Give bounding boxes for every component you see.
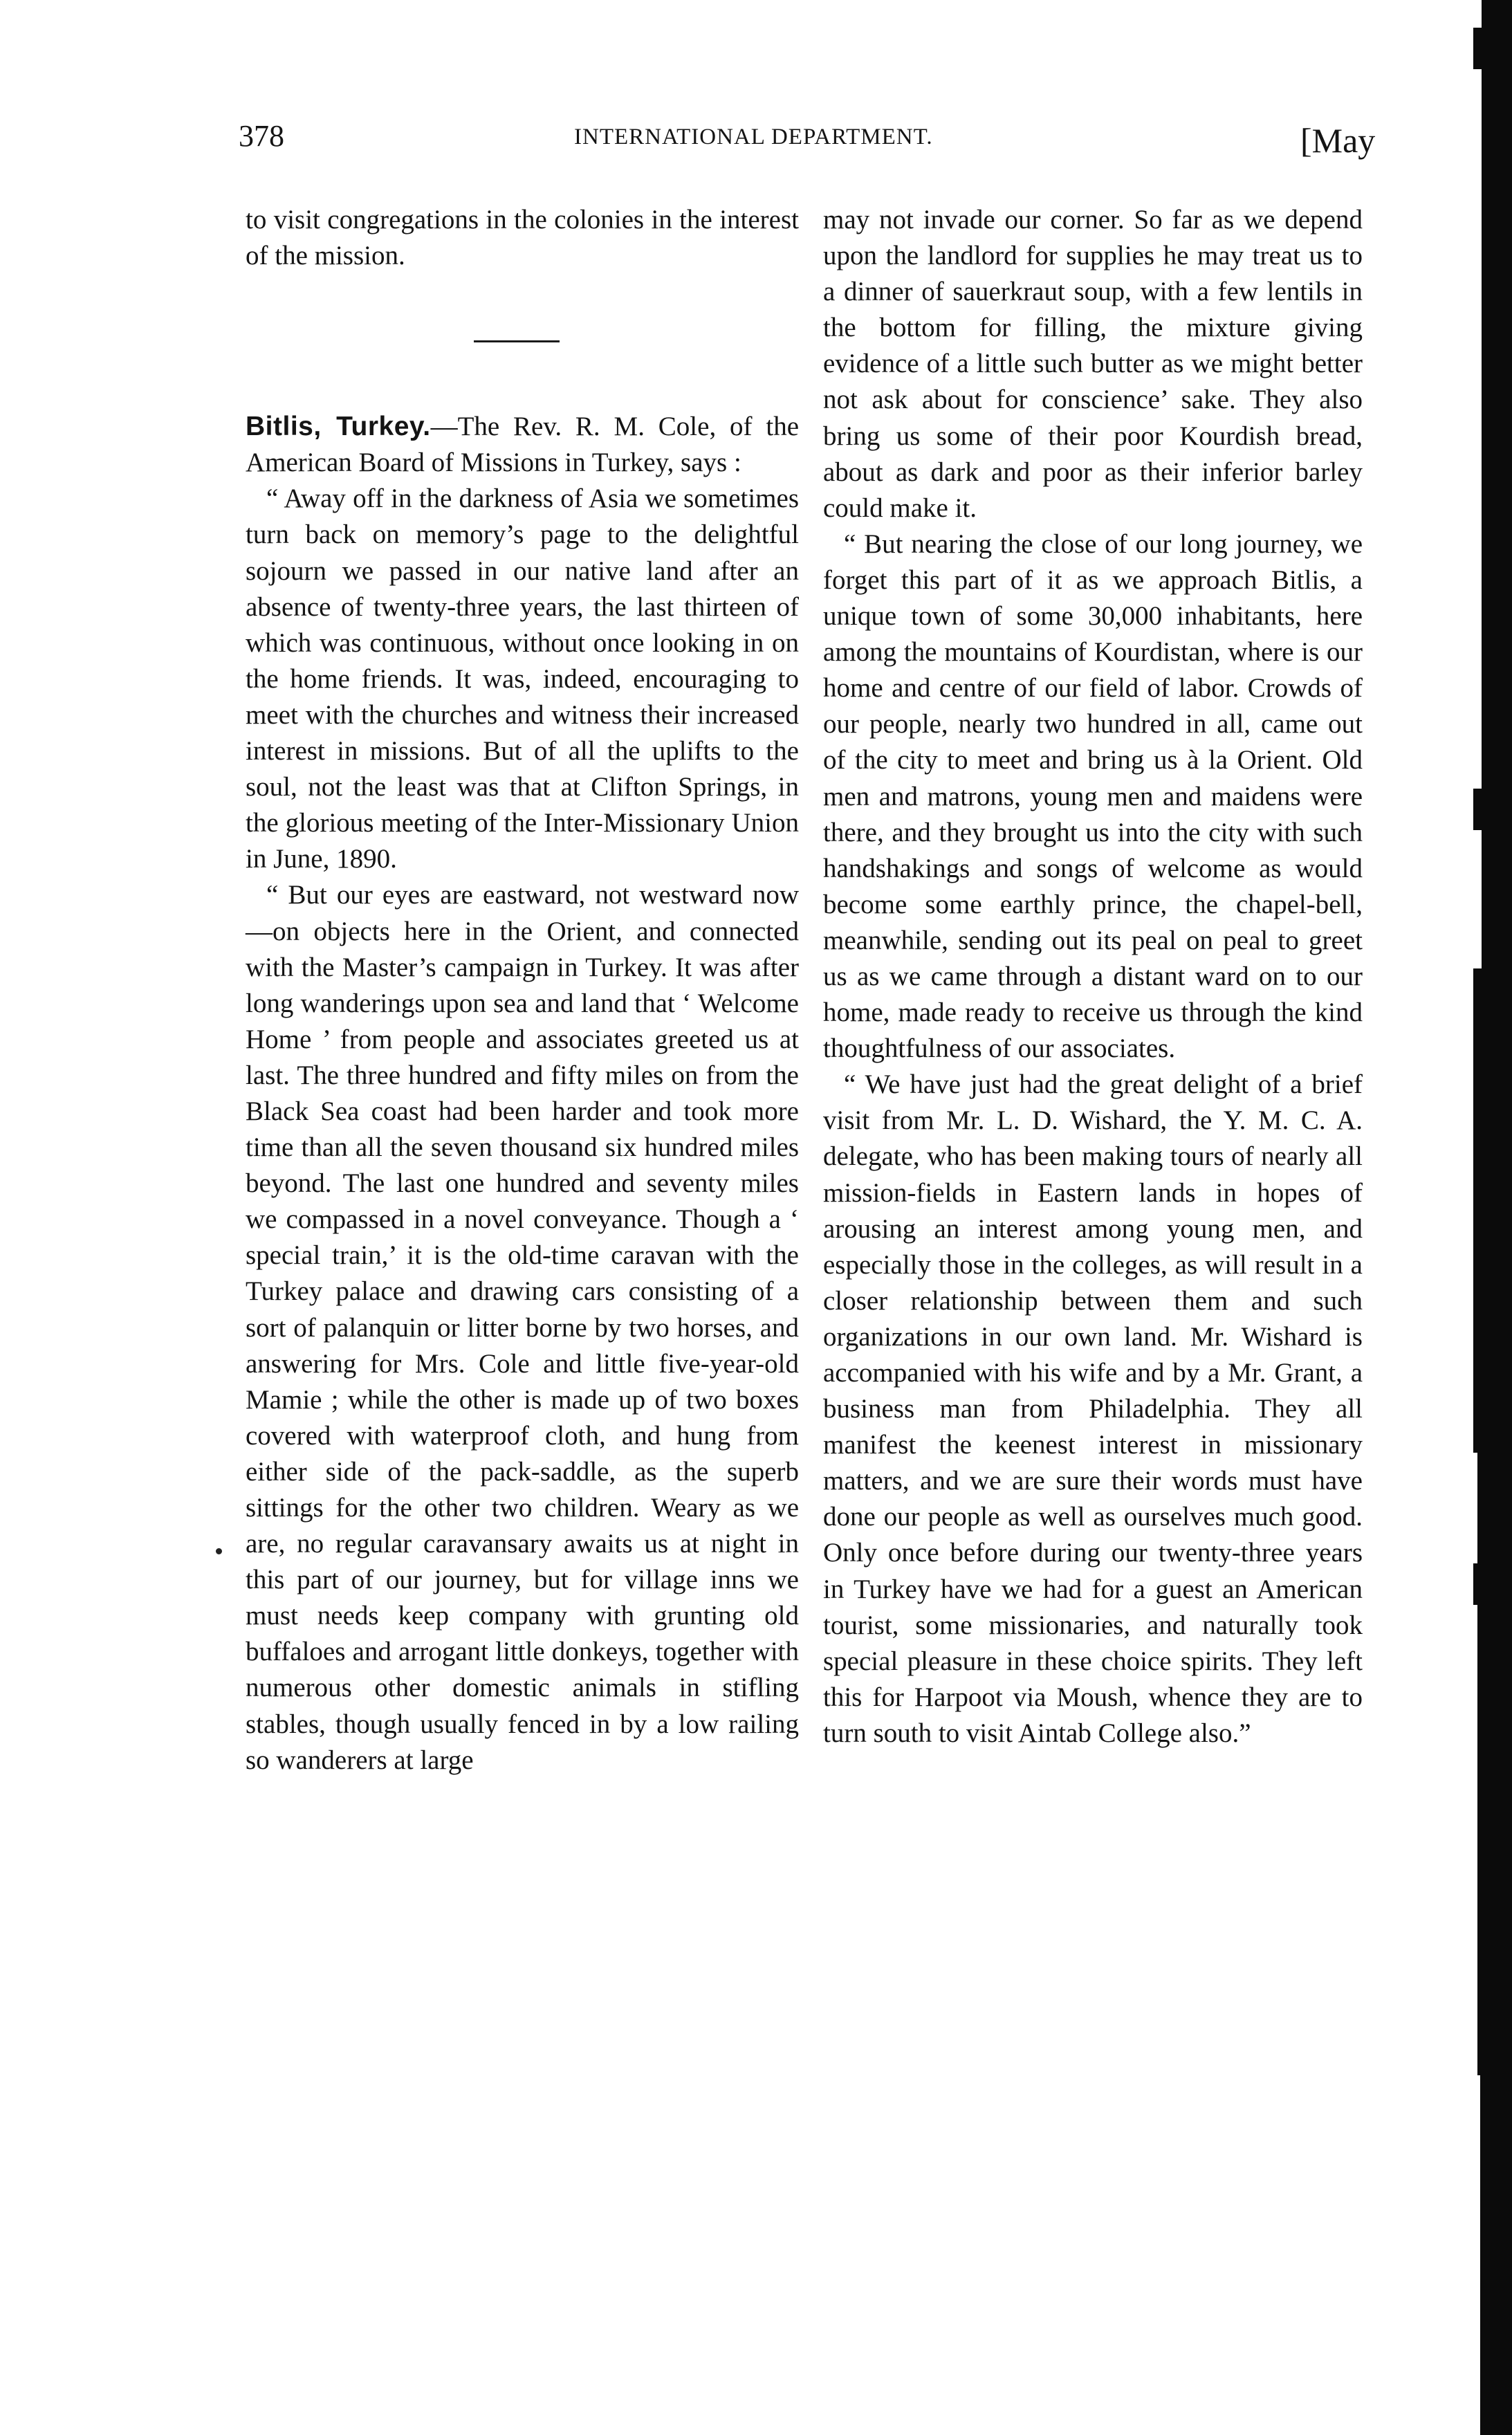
page-number: 378 [239,119,284,153]
month-label: [May [1300,121,1376,160]
paragraph: “ But nearing the close of our long journey, we forget this part of it as we approach Bitlis, a unique town of some 30,000 inhabitants, here among the mountains of Kourdistan, where is our home and centre of our field of labor. Crowds of our people, nearly two hundred in all, came out of the city to meet and bring us à la Orient. Old men and matrons, young men and maidens were there, and they brought us into the city with such handshakings and songs of welcome as would become some earthly prince, the chapel-bell, meanwhile, sending out its peal on peal to greet us as we came through a distant ward on to our home, made ready to receive us through the kind thoughtfulness of our associates. [823,529,1363,1064]
section-divider [474,340,560,342]
paragraph: may not invade our corner. So far as we depend upon the landlord for supplies he may treat us to a dinner of sauerkraut soup, with a few lentils in the bottom for filling, the mixture giving evidence of a little such butter as we might better not ask about for conscience’ sake. They also bring us some of their poor Kourdish bread, about as dark and poor as their inferior barley could make it. [823,205,1363,523]
section-heading: Bitlis, Turkey. [246,412,431,442]
right-column [823,202,1363,1752]
left-column [246,202,799,1779]
intro-paragraph: to visit congregations in the colonies in the interest of the mission. [246,205,799,271]
margin-mark [216,1548,222,1554]
paragraph: “ Away off in the darkness of Asia we sometimes turn back on memory’s page to the delightful sojourn we passed in our native land after an absence of twenty-three years, the last thirteen of which was continuous, without once looking in on the home friends. It was, indeed, encouraging to meet with the churches and witness their increased interest in missions. But of all the uplifts to the soul, not the least was that at Clifton Springs, in the glorious meeting of the Inter-Missionary Union in June, 1890. [246,484,799,874]
binding-edge [1470,0,1512,2435]
paragraph: “ But our eyes are eastward, not westward now—on objects here in the Orient, and connected with the Master’s campaign in Turkey. It was after long wanderings upon sea and land that ‘ Welcome Home ’ from people and associates greeted us at last. The three hundred and fifty miles on from the Black Sea coast had been harder and took more time than all the seven thousand six hundred miles beyond. The last one hundred and seventy miles we compassed in a novel conveyance. Though a ‘ special train,’ it is the old-time caravan with the Turkey palace and drawing cars consisting of a sort of palanquin or litter borne by two horses, and answering for Mrs. Cole and little five-year-old Mamie ; while the other is made up of two boxes covered with waterproof cloth, and hung from either side of the pack-saddle, as the superb sittings for the other two children. Weary as we are, no regular caravansary awaits us at night in this part of our journey, but for village inns we must needs keep company with grunting old buffaloes and arrogant little donkeys, together with numerous other domestic animals in stifling stables, though usually fenced in by a low railing so wanderers at large [246,880,799,1775]
section-lead: —The Rev. R. M. Cole, of the American Board of Missions in Turkey, says : [246,412,800,478]
section-opening [246,409,799,481]
paragraph: “ We have just had the great delight of a brief visit from Mr. L. D. Wishard, the Y. M. C. A. delegate, who has been making tours of nearly all mission-fields in Eastern lands in hopes of arousing an interest among young men, and especially those in the colleges, as will result in a closer relationship between them and such organizations in our own land. Mr. Wishard is accompanied with his wife and by a Mr. Grant, a business man from Philadelphia. They all manifest the keenest interest in missionary matters, and we are sure their words must have done our people as well as ourselves much good. Only once before during our twenty-three years in Turkey have we had for a guest an American tourist, some missionaries, and naturally took special pleasure in these choice spirits. They left this for Harpoot via Moush, whence they are to turn south to visit Aintab College also.” [823,1069,1363,1748]
running-title: INTERNATIONAL DEPARTMENT. [574,125,933,149]
